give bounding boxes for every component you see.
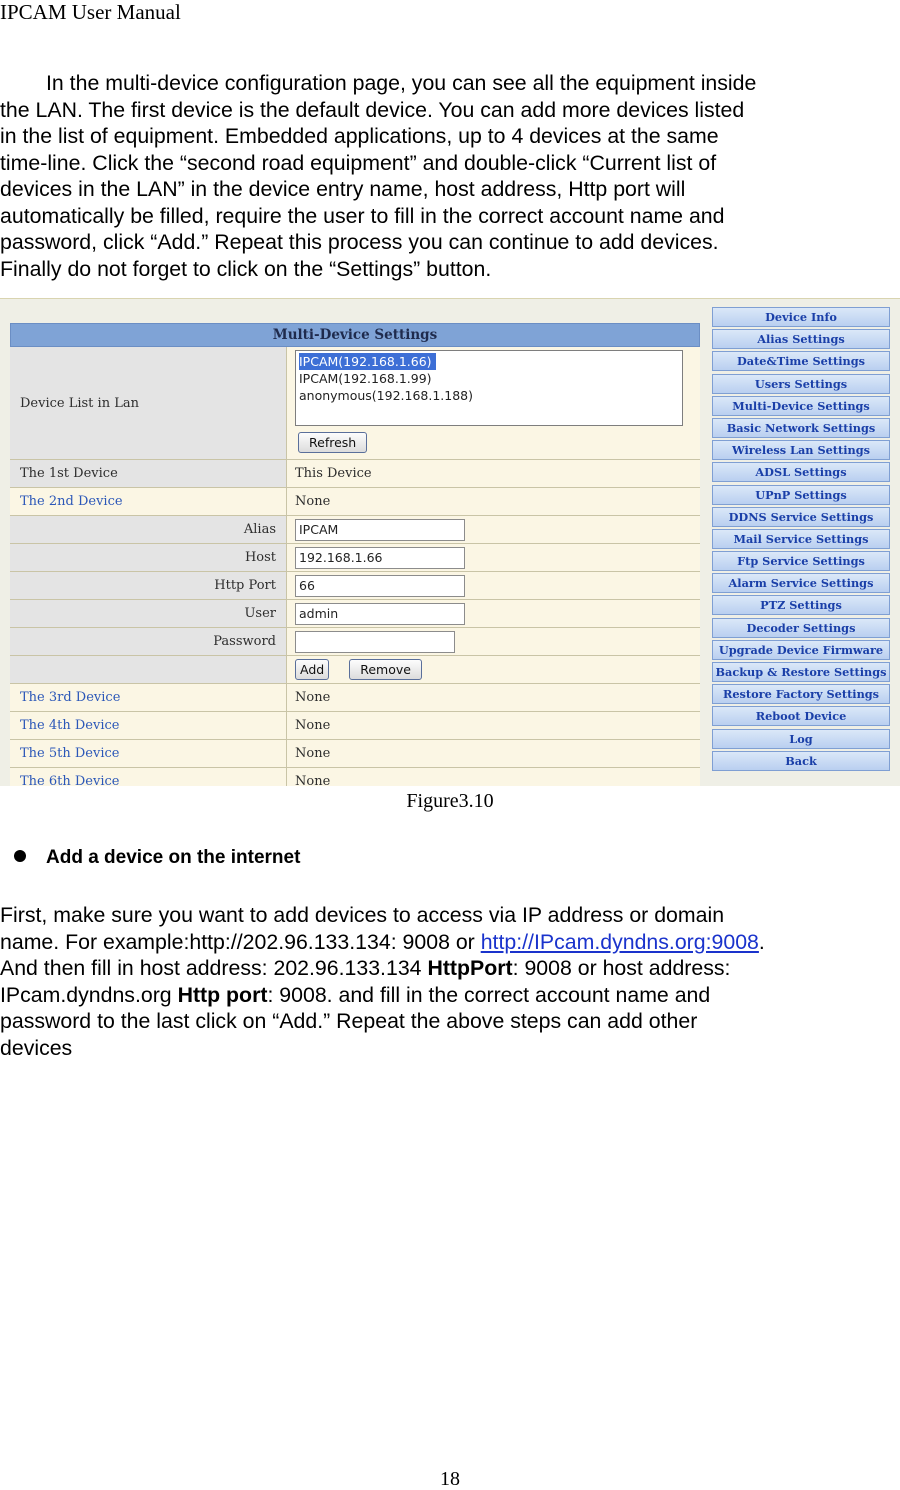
intro-line: in the list of equipment. Embedded applications, up to 4 devices at the same <box>0 124 719 148</box>
menu-restore-factory-settings[interactable]: Restore Factory Settings <box>712 684 890 704</box>
intro-line: automatically be filled, require the user to fill in the correct account name and <box>0 203 725 228</box>
body-text: : 9008. and fill in the correct account name and <box>267 982 711 1007</box>
sixth-device-row[interactable] <box>10 768 700 786</box>
refresh-button[interactable]: Refresh <box>298 432 367 453</box>
menu-ddns-service-settings[interactable]: DDNS Service Settings <box>712 507 890 527</box>
body-line <box>0 929 900 956</box>
device-list-item[interactable] <box>298 353 680 370</box>
body-text: IPcam.dyndns.org <box>0 982 178 1007</box>
second-device-row[interactable] <box>10 488 700 516</box>
intro-line: devices in the LAN” in the device entry name, host address, Http port will <box>0 177 686 201</box>
first-device-value: This Device <box>287 460 700 487</box>
figure-screenshot <box>0 298 900 786</box>
figure-caption: Figure3.10 <box>406 790 494 812</box>
add-button[interactable]: Add <box>295 659 329 680</box>
menu-backup-restore-settings[interactable]: Backup & Restore Settings <box>712 662 890 682</box>
body-line <box>0 955 900 982</box>
http-port-label: Http Port <box>10 572 287 599</box>
body-text: . <box>758 929 765 954</box>
sixth-device-value: None <box>287 768 700 786</box>
action-row <box>10 656 700 684</box>
body-line: devices <box>0 1035 73 1060</box>
menu-device-info[interactable]: Device Info <box>712 307 890 327</box>
alias-input[interactable]: IPCAM <box>295 519 465 541</box>
menu-wireless-lan-settings[interactable]: Wireless Lan Settings <box>712 440 890 460</box>
password-row <box>10 628 700 656</box>
menu-log[interactable]: Log <box>712 729 890 749</box>
menu-alias-settings[interactable]: Alias Settings <box>712 329 890 349</box>
bullet-icon <box>14 850 26 862</box>
page-number: 18 <box>440 1468 460 1490</box>
first-device-row <box>10 460 700 488</box>
password-input[interactable] <box>295 631 455 653</box>
settings-menu <box>712 307 890 773</box>
body-line <box>0 982 900 1009</box>
fourth-device-link[interactable]: The 4th Device <box>10 712 287 739</box>
menu-upnp-settings[interactable]: UPnP Settings <box>712 485 890 505</box>
panel-title: Multi-Device Settings <box>10 323 700 347</box>
password-label: Password <box>10 628 287 655</box>
body-text: name. For example:http://202.96.133.134: 9008 or <box>0 929 481 954</box>
third-device-link[interactable]: The 3rd Device <box>10 684 287 711</box>
body-text: And then fill in host address: 202.96.133.134 <box>0 956 428 980</box>
intro-line: the LAN. The first device is the default device. You can add more devices listed <box>0 97 745 122</box>
fifth-device-row[interactable] <box>10 740 700 768</box>
intro-line: password, click “Add.” Repeat this process you can continue to add devices. <box>0 230 719 254</box>
intro-line: In the multi-device configuration page, you can see all the equipment inside <box>46 71 757 95</box>
http-port-term: Http port <box>177 982 268 1007</box>
user-input[interactable]: admin <box>295 603 465 625</box>
section-heading <box>14 846 300 870</box>
section-heading-text: Add a device on the internet <box>46 847 301 868</box>
host-input[interactable]: 192.168.1.66 <box>295 547 465 569</box>
intro-line: Finally do not forget to click on the “Settings” button. <box>0 256 492 281</box>
intro-paragraph <box>0 70 900 282</box>
device-list-item[interactable]: IPCAM(192.168.1.99) <box>299 371 432 386</box>
host-row <box>10 544 700 572</box>
alias-row <box>10 516 700 544</box>
fourth-device-row[interactable] <box>10 712 700 740</box>
multi-device-settings-panel <box>10 323 700 786</box>
menu-alarm-service-settings[interactable]: Alarm Service Settings <box>712 573 890 593</box>
host-label: Host <box>10 544 287 571</box>
device-list-cell <box>287 347 700 459</box>
menu-reboot-device[interactable]: Reboot Device <box>712 706 890 726</box>
third-device-value: None <box>287 684 700 711</box>
body-text: : 9008 or host address: <box>512 956 731 980</box>
device-listbox[interactable] <box>295 350 683 426</box>
user-label: User <box>10 600 287 627</box>
second-device-value: None <box>287 488 700 515</box>
menu-mail-service-settings[interactable]: Mail Service Settings <box>712 529 890 549</box>
body-line: password to the last click on “Add.” Repeat the above steps can add other <box>0 1009 698 1033</box>
menu-ptz-settings[interactable]: PTZ Settings <box>712 595 890 615</box>
httpport-term: HttpPort <box>427 956 513 980</box>
device-list-item[interactable]: anonymous(192.168.1.188) <box>299 388 474 403</box>
second-device-link[interactable]: The 2nd Device <box>10 488 287 515</box>
http-port-input[interactable]: 66 <box>295 575 465 597</box>
body-paragraph <box>0 902 900 1061</box>
device-list-label: Device List in Lan <box>10 347 287 459</box>
fourth-device-value: None <box>287 712 700 739</box>
menu-upgrade-device-firmware[interactable]: Upgrade Device Firmware <box>712 640 890 660</box>
running-header: IPCAM User Manual <box>0 0 181 24</box>
remove-button[interactable]: Remove <box>349 659 422 680</box>
menu-adsl-settings[interactable]: ADSL Settings <box>712 462 890 482</box>
fifth-device-link[interactable]: The 5th Device <box>10 740 287 767</box>
menu-multi-device-settings[interactable]: Multi-Device Settings <box>712 396 890 416</box>
sixth-device-link[interactable]: The 6th Device <box>10 768 287 786</box>
example-link[interactable]: http://IPcam.dyndns.org:9008 <box>480 929 759 954</box>
alias-label: Alias <box>10 516 287 543</box>
menu-ftp-service-settings[interactable]: Ftp Service Settings <box>712 551 890 571</box>
device-list-row <box>10 347 700 460</box>
menu-decoder-settings[interactable]: Decoder Settings <box>712 618 890 638</box>
menu-back[interactable]: Back <box>712 751 890 771</box>
user-row <box>10 600 700 628</box>
http-port-row <box>10 572 700 600</box>
intro-line: time-line. Click the “second road equipment” and double-click “Current list of <box>0 150 717 175</box>
body-line: First, make sure you want to add devices to access via IP address or domain <box>0 903 725 927</box>
menu-basic-network-settings[interactable]: Basic Network Settings <box>712 418 890 438</box>
fifth-device-value: None <box>287 740 700 767</box>
menu-date-time-settings[interactable]: Date&Time Settings <box>712 351 890 371</box>
device-list-item-selected[interactable]: IPCAM(192.168.1.66) <box>299 353 436 370</box>
third-device-row[interactable] <box>10 684 700 712</box>
menu-users-settings[interactable]: Users Settings <box>712 374 890 394</box>
first-device-label: The 1st Device <box>10 460 287 487</box>
